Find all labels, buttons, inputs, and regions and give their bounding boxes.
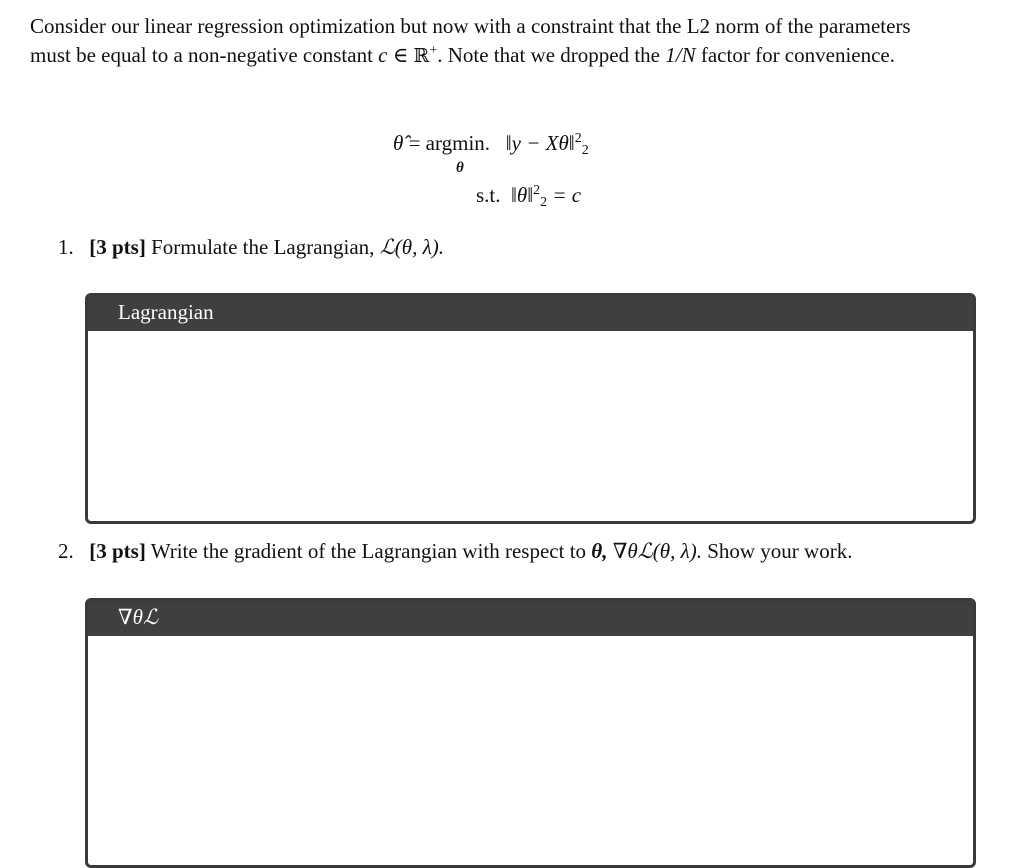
- intro-line-2: must be equal to a non-negative constant c ∈ ℝ+. Note that we dropped the 1/N factor for convenience.: [30, 43, 895, 67]
- problem-statement: [30, 12, 995, 71]
- answer-box-header: Lagrangian: [88, 296, 973, 331]
- argmin-label: argmin.: [425, 131, 491, 155]
- question-1: 1. [3 pts] Formulate the Lagrangian, ℒ(θ, λ).: [58, 235, 444, 259]
- points-badge: [3 pts]: [89, 235, 146, 259]
- question-2: 2. [3 pts] Write the gradient of the Lagrangian with respect to θ, ∇θℒ(θ, λ). Show your work.: [58, 539, 853, 563]
- constraint: ‖θ‖: [511, 183, 534, 207]
- answer-box-lagrangian[interactable]: [85, 293, 976, 524]
- argmin-variable: θ: [456, 160, 464, 176]
- theta-hat: θ̂: [393, 131, 404, 155]
- subject-to-label: s.t.: [476, 183, 501, 207]
- answer-box-header: ∇θℒ: [88, 601, 973, 636]
- answer-box-gradient[interactable]: [85, 598, 976, 868]
- intro-line-1: Consider our linear regression optimization but now with a constraint that the L2 norm of the parameters: [30, 14, 911, 38]
- objective: ‖y − Xθ‖: [505, 131, 575, 155]
- points-badge: [3 pts]: [89, 539, 146, 563]
